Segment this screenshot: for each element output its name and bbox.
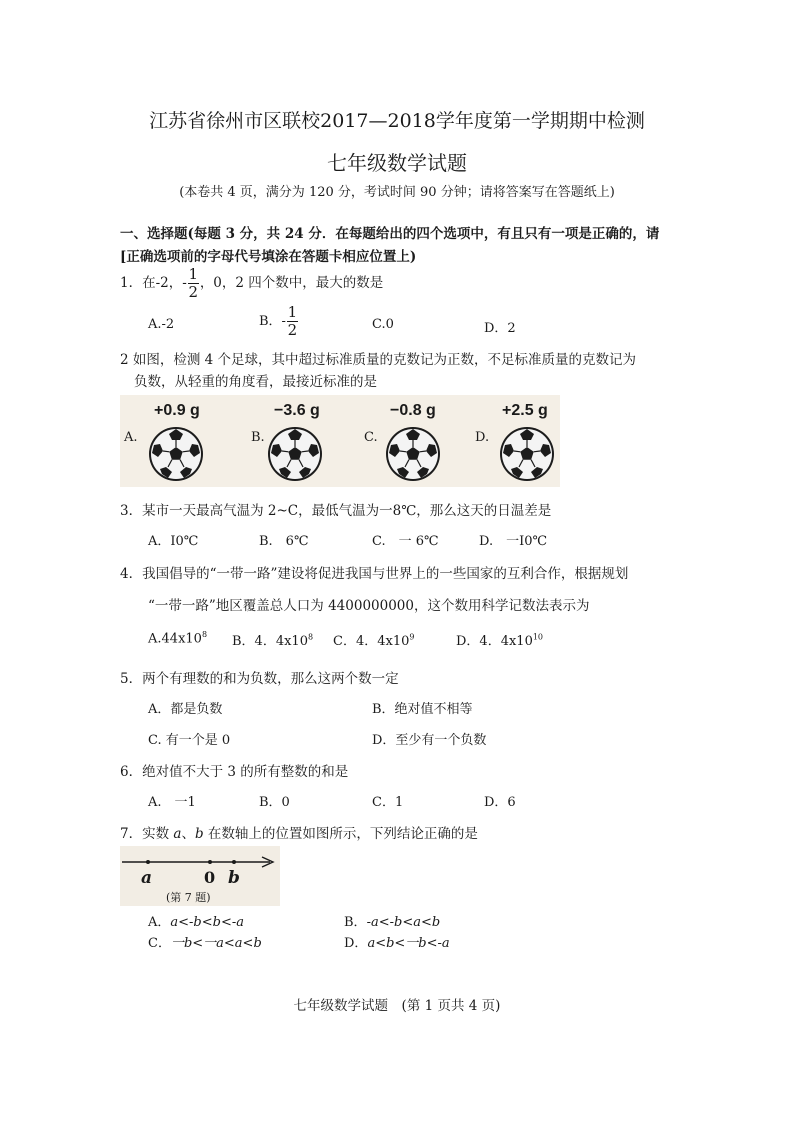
q4-option-d [456, 630, 543, 649]
question-1-stem [120, 266, 383, 301]
ball-b-label: −3.6 g [274, 402, 320, 419]
q1-frac-den: 2 [188, 283, 199, 301]
question-2-line-2: 负数，从轻重的角度看，最接近标准的是 [134, 374, 377, 390]
q1-option-d: D．2 [484, 321, 516, 336]
q1-option-b-fraction [287, 304, 298, 339]
q4-option-b-base: B．4．4x10 [232, 634, 308, 649]
q4-option-d-base: D．4．4x10 [456, 634, 533, 649]
question-3-stem: 3．某市一天最高气温为 2~C，最低气温为一8℃，那么这天的日温差是 [120, 503, 552, 519]
q7-option-a-prefix: A． [148, 915, 171, 930]
question-5-stem: 5．两个有理数的和为负数，那么这两个数一定 [120, 671, 399, 687]
q3-option-a: A．I0℃ [148, 534, 199, 549]
q4-option-c [333, 630, 414, 649]
page-footer: 七年级数学试题 (第 1 页共 4 页) [293, 998, 501, 1014]
title-line-2: 七年级数学试题 [327, 151, 467, 175]
q4-option-a-base: A.44x10 [148, 631, 202, 647]
question-2-line-1: 2 如图，检测 4 个足球，其中超过标准质量的克数记为正数，不足标准质量的克数记为 [120, 352, 637, 368]
q1-stem-a: 1．在-2，- [120, 275, 187, 291]
question-6-stem: 6．绝对值不大于 3 的所有整数的和是 [120, 764, 349, 780]
q1-option-b-num: 1 [287, 303, 298, 321]
q7-option-b-prefix: B． [344, 915, 367, 930]
ball-a-letter: A. [124, 430, 138, 445]
question-7-stem [120, 822, 478, 842]
section-heading-line-1: 一、选择题(每题 3 分，共 24 分．在每题给出的四个选项中，有且只有一项是正确的，请 [120, 226, 660, 242]
number-line-label-a: a [141, 868, 153, 888]
q1-option-b-den: 2 [287, 321, 298, 339]
q4-option-a-exp: 8 [201, 630, 208, 639]
q6-option-b: B．0 [259, 795, 290, 810]
number-line-label-b: b [228, 868, 240, 888]
q7-option-d-text: a<b<一b<-a [367, 936, 450, 951]
q1-option-b [259, 304, 299, 339]
question-4-line-1: 4．我国倡导的“一带一路”建设将促进我国与世界上的一些国家的互利合作，根据规划 [120, 566, 629, 582]
q4-option-b [232, 630, 313, 649]
ball-b-letter: B. [251, 430, 265, 445]
q7-stem-sep: 、 [181, 826, 195, 842]
soccer-ball-a-icon [147, 425, 205, 483]
q7-var-b: b [194, 826, 204, 842]
q5-option-d: D．至少有一个负数 [372, 733, 487, 748]
number-line-figure [120, 846, 280, 906]
q1-fraction [188, 266, 199, 301]
ball-d-letter: D. [475, 430, 490, 445]
q7-option-d-prefix: D． [344, 936, 368, 951]
q1-frac-num: 1 [188, 265, 199, 283]
number-line-label-0: 0 [204, 868, 216, 887]
q7-stem-b: 在数轴上的位置如图所示，下列结论正确的是 [203, 826, 478, 842]
q7-option-b-text: -a<-b<a<b [366, 915, 441, 930]
q6-option-a: A. 一1 [148, 795, 196, 810]
ball-a-label: +0.9 g [154, 402, 200, 419]
q5-option-c: C. 有一个是 0 [148, 733, 231, 748]
q4-option-c-exp: 9 [409, 632, 415, 642]
soccer-ball-b-icon [266, 425, 324, 483]
q3-option-b: B. 6℃ [259, 534, 309, 549]
q4-option-d-exp: 10 [532, 632, 544, 642]
soccer-ball-c-icon [384, 425, 442, 483]
q3-option-d: D. 一I0℃ [479, 534, 548, 549]
q7-option-c-text: 一b<一a<a<b [170, 936, 262, 951]
q1-option-b-prefix: B．- [259, 314, 286, 329]
number-line-caption: (第 7 题) [166, 891, 211, 904]
q3-option-c: C. 一 6℃ [372, 534, 439, 549]
ball-c-letter: C. [364, 430, 378, 445]
ball-c-label: −0.8 g [390, 402, 436, 419]
q1-option-c: C.0 [372, 317, 394, 332]
q7-stem-a: 7．实数 [120, 826, 174, 842]
q7-option-b [344, 911, 440, 930]
q7-option-a-text: a<-b<b<-a [170, 915, 244, 930]
title-line-1: 江苏省徐州市区联校2017—2018学年度第一学期期中检测 [149, 110, 645, 132]
q7-option-d [344, 932, 450, 951]
section-heading-line-2: [正确选项前的字母代号填涂在答题卡相应位置上) [120, 249, 417, 265]
q4-option-a [148, 630, 207, 646]
ball-d-label: +2.5 g [502, 402, 548, 419]
question-4-line-2: “一带一路”地区覆盖总人口为 4400000000，这个数用科学记数法表示为 [148, 598, 590, 614]
q5-option-a: A．都是负数 [148, 702, 223, 717]
q6-option-c: C．1 [372, 795, 404, 810]
q4-option-b-exp: 8 [307, 632, 314, 642]
q1-stem-b: ，0，2 四个数中，最大的数是 [199, 275, 384, 291]
soccer-ball-d-icon [498, 425, 556, 483]
q7-option-a [148, 911, 244, 930]
soccer-ball-figure [120, 395, 560, 487]
q7-var-a: a [173, 826, 182, 842]
q5-option-b: B．绝对值不相等 [372, 702, 473, 717]
exam-note: (本卷共 4 页，满分为 120 分，考试时间 90 分钟；请将答案写在答题纸上) [179, 185, 615, 200]
q1-option-a: A.-2 [148, 317, 175, 332]
q7-option-c [148, 932, 262, 951]
q4-option-c-base: C．4．4x10 [333, 634, 410, 649]
q6-option-d: D．6 [484, 795, 516, 810]
q7-option-c-prefix: C． [148, 936, 171, 951]
